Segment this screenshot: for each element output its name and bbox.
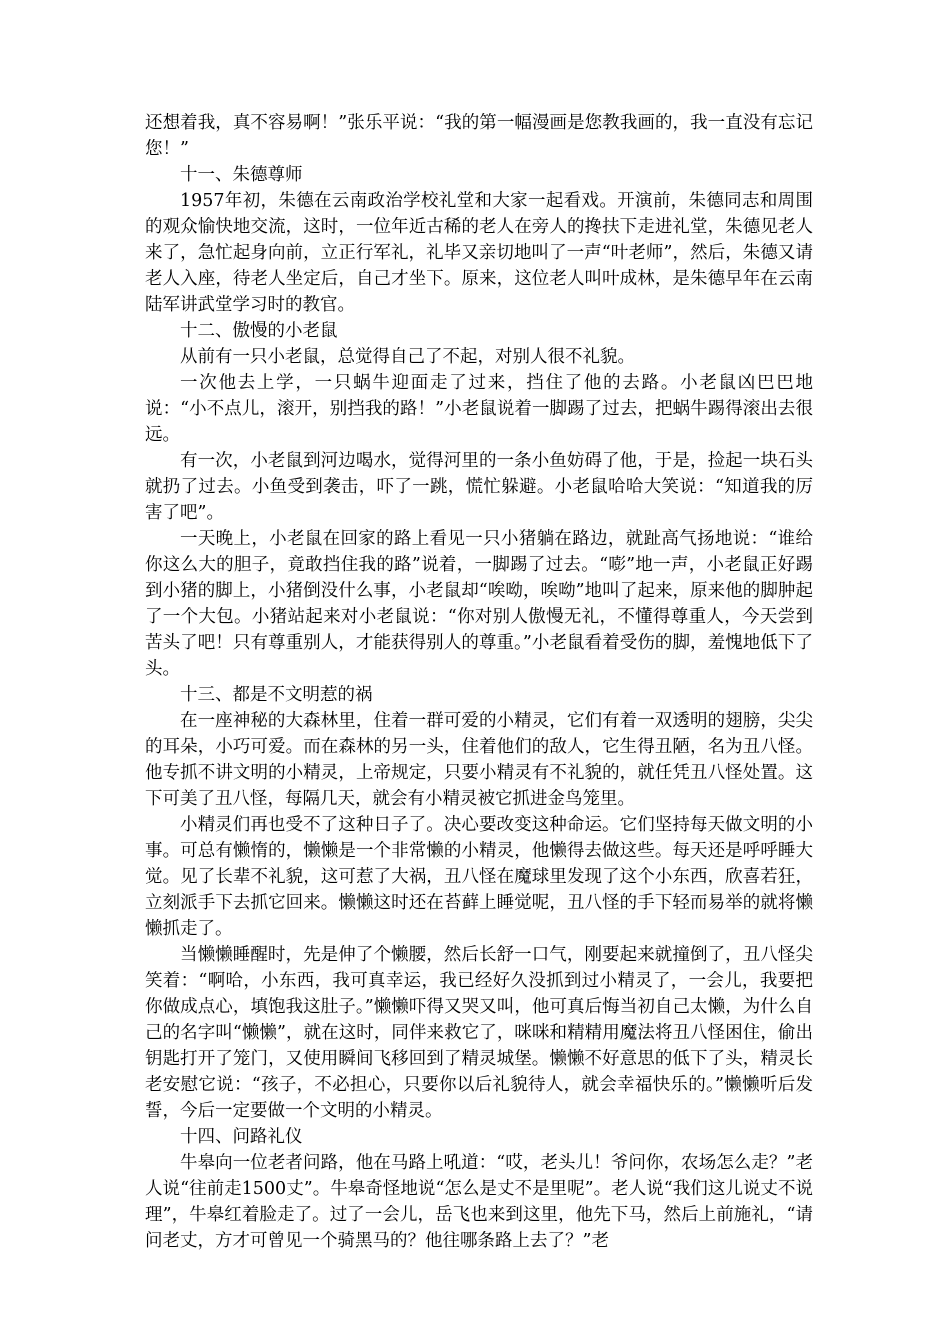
paragraph: 一次他去上学，一只蜗牛迎面走了过来，挡住了他的去路。小老鼠凶巴巴地说：“小不点儿，滚开，别挡我的路！”小老鼠说着一脚踢了过去，把蜗牛踢得滚出去很远。 — [145, 373, 813, 445]
paragraph: 从前有一只小老鼠，总觉得自己了不起，对别人很不礼貌。 — [180, 347, 635, 367]
heading-section-14: 十四、问路礼仪 — [180, 1127, 303, 1147]
paragraph: 在一座神秘的大森林里，住着一群可爱的小精灵，它们有着一双透明的翅膀，尖尖的耳朵，小巧可爱。而在森林的另一头，住着他们的敌人，它生得丑陋，名为丑八怪。他专抓不讲文明的小精灵，上帝规定，只要小精灵有不礼貌的，就任凭丑八怪处置。这下可美了丑八怪，每隔几天，就会有小精灵被它抓进金鸟笼里。 — [145, 711, 813, 809]
paragraph: 1957年初，朱德在云南政治学校礼堂和大家一起看戏。开演前，朱德同志和周围的观众愉快地交流，这时，一位年近古稀的老人在旁人的搀扶下走进礼堂，朱德见老人来了，急忙起身向前，立正行军礼，礼毕又亲切地叫了一声“叶老师”，然后，朱德又请老人入座，待老人坐定后，自己才坐下。原来，这位老人叫叶成林，是朱德早年在云南陆军讲武堂学习时的教官。 — [145, 191, 813, 315]
paragraph-continuation: 还想着我，真不容易啊！”张乐平说：“我的第一幅漫画是您教我画的，我一直没有忘记您！” — [145, 113, 813, 159]
paragraph: 小精灵们再也受不了这种日子了。决心要改变这种命运。它们坚持每天做文明的小事。可总有懒惰的，懒懒是一个非常懒的小精灵，他懒得去做这些。每天还是呼呼睡大觉。见了长辈不礼貌，这可惹了大祸，丑八怪在魔球里发现了这个小东西，欣喜若狂，立刻派手下去抓它回来。懒懒这时还在苔藓上睡觉呢，丑八怪的手下轻而易举的就将懒懒抓走了。 — [145, 815, 813, 939]
heading-section-11: 十一、朱德尊师 — [180, 165, 303, 185]
paragraph: 牛皋向一位老者问路，他在马路上吼道：“哎，老头儿！爷问你，农场怎么走？”老人说“往前走1500丈”。牛皋奇怪地说“怎么是丈不是里呢”。老人说“我们这儿说丈不说理”，牛皋红着脸走了。过了一会儿，岳飞也来到这里，他先下马，然后上前施礼，“请问老丈，方才可曾见一个骑黑马的？他往哪条路上去了？”老 — [145, 1153, 813, 1251]
paragraph: 有一次，小老鼠到河边喝水，觉得河里的一条小鱼妨碍了他，于是，捡起一块石头就扔了过去。小鱼受到袭击，吓了一跳，慌忙躲避。小老鼠哈哈大笑说：“知道我的厉害了吧”。 — [145, 451, 813, 523]
heading-section-13: 十三、都是不文明惹的祸 — [180, 685, 373, 705]
paragraph: 当懒懒睡醒时，先是伸了个懒腰，然后长舒一口气，刚要起来就撞倒了，丑八怪尖笑着：“啊哈，小东西，我可真幸运，我已经好久没抓到过小精灵了，一会儿，我要把你做成点心，填饱我这肚子。”懒懒吓得又哭又叫，他可真后悔当初自己太懒，为什么自己的名字叫“懒懒”，就在这时，同伴来救它了，咪咪和精精用魔法将丑八怪困住，偷出钥匙打开了笼门，又使用瞬间飞移回到了精灵城堡。懒懒不好意思的低下了头，精灵长老安慰它说：“孩子，不必担心，只要你以后礼貌待人，就会幸福快乐的。”懒懒听后发誓，今后一定要做一个文明的小精灵。 — [145, 945, 813, 1121]
document-page — [145, 110, 813, 1254]
heading-section-12: 十二、傲慢的小老鼠 — [180, 321, 338, 341]
paragraph: 一天晚上，小老鼠在回家的路上看见一只小猪躺在路边，就趾高气扬地说：“谁给你这么大的胆子，竟敢挡住我的路”说着，一脚踢了过去。“嘭”地一声，小老鼠正好踢到小猪的脚上，小猪倒没什么事，小老鼠却“唉呦，唉呦”地叫了起来，原来他的脚肿起了一个大包。小猪站起来对小老鼠说：“你对别人傲慢无礼，不懂得尊重人，今天尝到苦头了吧！只有尊重别人，才能获得别人的尊重。”小老鼠看着受伤的脚，羞愧地低下了头。 — [145, 529, 813, 679]
